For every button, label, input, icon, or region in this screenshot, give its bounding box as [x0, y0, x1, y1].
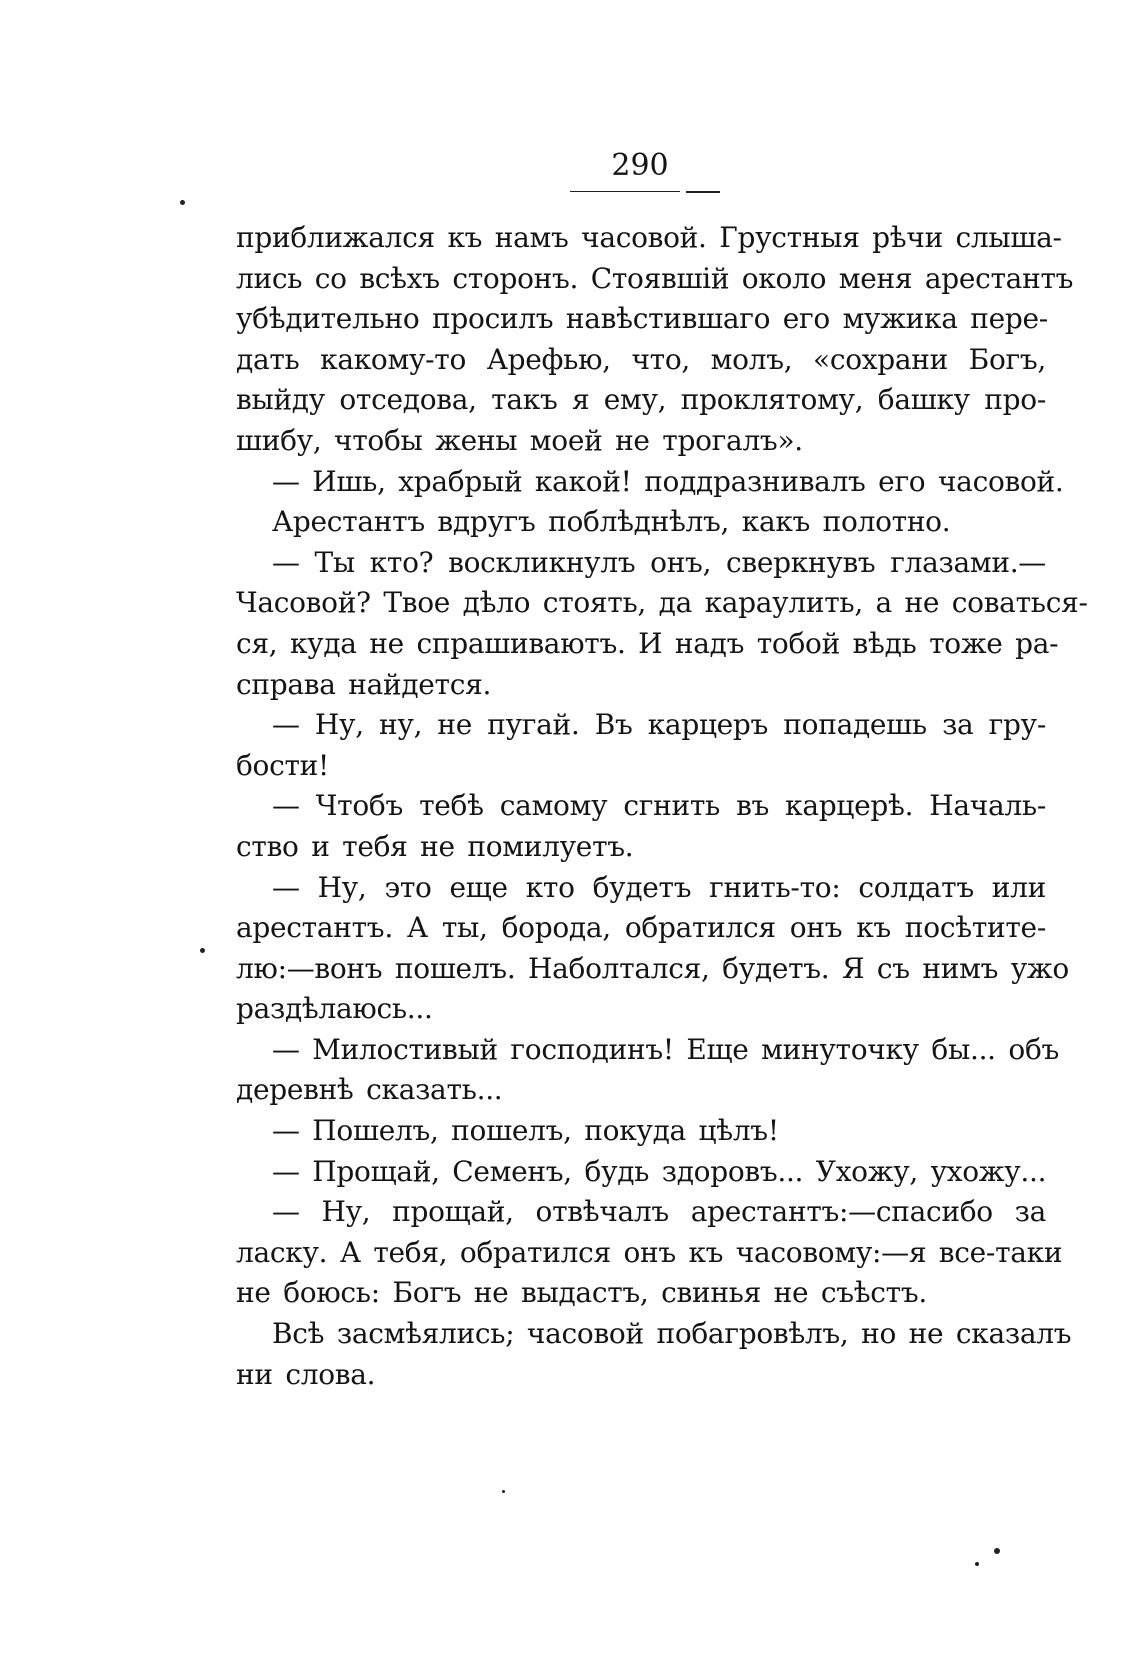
text-line: — Чтобъ тебѣ самому сгнить въ карцерѣ. Началь-: [272, 789, 1046, 823]
text-line: ся, куда не спрашиваютъ. И надъ тобой вѣдь тоже ра-: [236, 626, 1059, 660]
text-line: — Ну, ну, не пугай. Въ карцеръ попадешь за гру-: [272, 708, 1046, 742]
scan-speck: [994, 1548, 1000, 1554]
text-line: дать какому-то Арефью, что, молъ, «сохрани Богъ,: [236, 342, 1046, 376]
text-line: справа найдется.: [236, 667, 492, 701]
text-line: ласку. А тебя, обратился онъ къ часовому:—я все-таки: [236, 1235, 1063, 1269]
scan-speck: [502, 1490, 505, 1493]
text-line: — Пошелъ, пошелъ, покуда цѣлъ!: [272, 1114, 779, 1148]
text-line: не боюсь: Богъ не выдастъ, свинья не съѣстъ.: [236, 1276, 927, 1310]
text-line: — Милостивый господинъ! Еще минуточку бы... объ: [272, 1032, 1060, 1066]
text-line: — Прощай, Семенъ, будь здоровъ... Ухожу, ухожу...: [272, 1154, 1047, 1188]
scan-speck: [200, 948, 205, 953]
header-rule: [570, 191, 680, 192]
text-line: лю:—вонъ пошелъ. Наболтался, будетъ. Я съ нимъ ужо: [236, 951, 1069, 985]
text-line: бости!: [236, 748, 330, 782]
text-line: ство и тебя не помилуетъ.: [236, 829, 634, 863]
text-line: — Ну, это еще кто будетъ гнить-то: солдатъ или: [272, 870, 1046, 904]
text-line: приближался къ намъ часовой. Грустныя рѣчи слыша-: [236, 221, 1062, 254]
text-line: арестантъ. А ты, борода, обратился онъ къ посѣтите-: [236, 911, 1046, 945]
text-line: — Ну, прощай, отвѣчалъ арестантъ:—спасибо за: [272, 1195, 1046, 1229]
text-line: — Ишь, храбрый какой! поддразнивалъ его часовой.: [272, 464, 1064, 498]
scan-speck: [180, 200, 185, 205]
text-line: Всѣ засмѣялись; часовой побагровѣлъ, но не сказалъ: [272, 1317, 1072, 1351]
text-line: выйду отседова, такъ я ему, проклятому, башку про-: [236, 383, 1046, 417]
scan-speck: [975, 1562, 979, 1566]
header-rule-short: [686, 191, 720, 193]
text-line: Часовой? Твое дѣло стоять, да караулить, а не соваться-: [236, 586, 1088, 620]
text-line: деревнѣ сказать...: [236, 1073, 503, 1107]
text-line: убѣдительно просилъ навѣстившаго его мужика пере-: [236, 302, 1048, 336]
body-text: [236, 218, 1088, 1395]
text-line: лись со всѣхъ сторонъ. Стоявшій около меня арестантъ: [236, 261, 1074, 295]
page-number: 290: [611, 148, 669, 183]
text-line: шибу, чтобы жены моей не трогалъ».: [236, 423, 803, 457]
text-line: раздѣлаюсь...: [236, 992, 433, 1026]
text-line: Арестантъ вдругъ поблѣднѣлъ, какъ полотно.: [272, 505, 951, 539]
text-line: — Ты кто? воскликнулъ онъ, сверкнувъ глазами.—: [272, 545, 1046, 579]
text-line: ни слова.: [236, 1357, 376, 1391]
